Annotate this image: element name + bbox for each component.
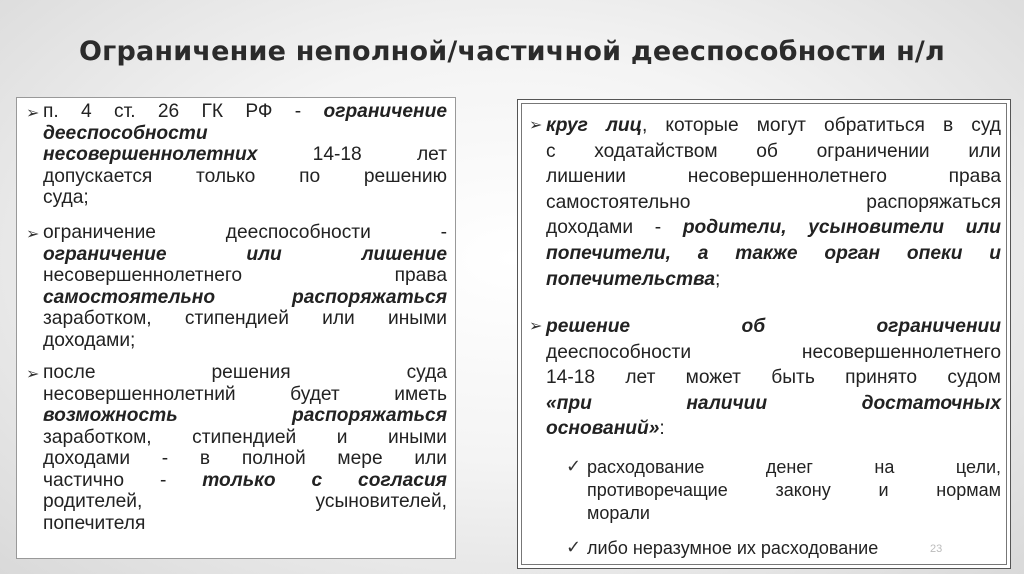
right-line <box>546 314 1001 340</box>
arrow-bullet-icon: ➢ <box>529 318 543 335</box>
page-number: 23 <box>930 543 943 555</box>
body-text: доходами; <box>43 329 136 351</box>
subitem-line: расходование денег на цели, <box>587 457 1001 477</box>
left-line <box>43 362 447 384</box>
check-mark-icon: ✓ <box>566 456 582 476</box>
body-text: 14-18 лет <box>257 144 447 165</box>
emphasis-text: ограничение <box>323 101 447 122</box>
arrow-bullet-icon: ➢ <box>26 366 40 383</box>
left-line <box>43 384 447 406</box>
left-line <box>43 166 447 188</box>
emphasis-text: несовершеннолетних <box>43 144 258 165</box>
emphasis-text: самостоятельно распоряжаться <box>43 286 447 308</box>
right-item <box>546 113 1001 292</box>
left-line <box>43 222 447 244</box>
left-line <box>43 448 447 470</box>
right-line <box>546 340 1001 366</box>
emphasis-text: круг лиц <box>546 115 642 136</box>
left-line <box>43 144 447 166</box>
right-line <box>546 391 1001 417</box>
arrow-bullet-icon: ➢ <box>529 117 543 134</box>
emphasis-text: решение об ограничении <box>546 316 1001 337</box>
left-line <box>43 287 447 309</box>
right-line <box>546 241 1001 267</box>
left-line <box>43 123 447 145</box>
right-line <box>546 164 1001 190</box>
body-text: дееспособности несовершеннолетнего <box>546 341 1001 363</box>
left-line <box>43 405 447 427</box>
body-text: ограничение дееспособности - <box>43 222 447 243</box>
emphasis-text: попечители, а также орган опеки и <box>546 242 1001 264</box>
body-text: несовершеннолетний будет иметь <box>43 383 447 405</box>
body-text: 14-18 лет может быть принято судом <box>546 367 1001 389</box>
body-text: ; <box>715 268 721 290</box>
emphasis-text: дееспособности <box>43 122 208 144</box>
emphasis-text: «при наличии достаточных <box>546 392 1001 414</box>
body-text: доходами - <box>546 217 683 239</box>
arrow-bullet-icon: ➢ <box>26 226 40 243</box>
body-text: п. 4 ст. 26 ГК РФ - <box>43 101 324 122</box>
right-item <box>546 314 1001 442</box>
body-text: самостоятельно распоряжаться <box>546 191 1001 213</box>
emphasis-text: оснований» <box>546 418 660 440</box>
body-text: после решения суда <box>43 362 447 383</box>
right-line <box>546 139 1001 165</box>
left-line <box>43 491 447 513</box>
right-line <box>546 215 1001 241</box>
left-line <box>43 244 447 266</box>
emphasis-text: только с согласия <box>202 469 447 491</box>
body-text: частично - <box>43 469 203 491</box>
body-text: доходами - в полной мере или <box>43 448 447 469</box>
right-line <box>546 416 1001 442</box>
body-text: родителей, усыновителей, <box>43 491 447 512</box>
left-line <box>43 265 447 287</box>
left-item <box>43 222 447 351</box>
left-line <box>43 101 447 123</box>
emphasis-text: ограничение или лишение <box>43 243 447 265</box>
emphasis-text: попечительства <box>546 268 716 290</box>
body-text: допускается только по решению <box>43 165 447 187</box>
right-line <box>546 267 1001 293</box>
left-panel <box>16 97 456 559</box>
body-text: : <box>659 418 665 440</box>
body-text: , которые могут обратиться в суд <box>642 115 1001 136</box>
check-subitem <box>587 456 1001 525</box>
left-line <box>43 330 447 352</box>
body-text: суда; <box>43 187 89 208</box>
left-item <box>43 101 447 209</box>
slide-title: Ограничение неполной/частичной дееспособности н/л <box>79 36 945 67</box>
body-text: попечителя <box>43 512 146 534</box>
subitem-line: морали <box>587 503 650 523</box>
left-line <box>43 187 447 209</box>
subitem-line: либо неразумное их расходование <box>587 538 879 558</box>
left-line <box>43 470 447 492</box>
emphasis-text: родители, усыновители или <box>682 217 1001 239</box>
left-line <box>43 308 447 330</box>
body-text: лишении несовершеннолетнего права <box>546 166 1001 188</box>
right-line <box>546 190 1001 216</box>
check-mark-icon: ✓ <box>566 537 582 557</box>
subitem-line: противоречащие закону и нормам <box>587 480 1001 500</box>
right-panel <box>517 99 1011 569</box>
left-line <box>43 427 447 449</box>
left-line <box>43 513 447 535</box>
body-text: заработком, стипендией и иными <box>43 426 447 448</box>
body-text: с ходатайством об ограничении или <box>546 140 1001 162</box>
right-line <box>546 365 1001 391</box>
left-item <box>43 362 447 534</box>
right-line <box>546 113 1001 139</box>
body-text: заработком, стипендией или иными <box>43 308 447 329</box>
arrow-bullet-icon: ➢ <box>26 105 40 122</box>
emphasis-text: возможность распоряжаться <box>43 405 447 426</box>
body-text: несовершеннолетнего права <box>43 265 447 286</box>
